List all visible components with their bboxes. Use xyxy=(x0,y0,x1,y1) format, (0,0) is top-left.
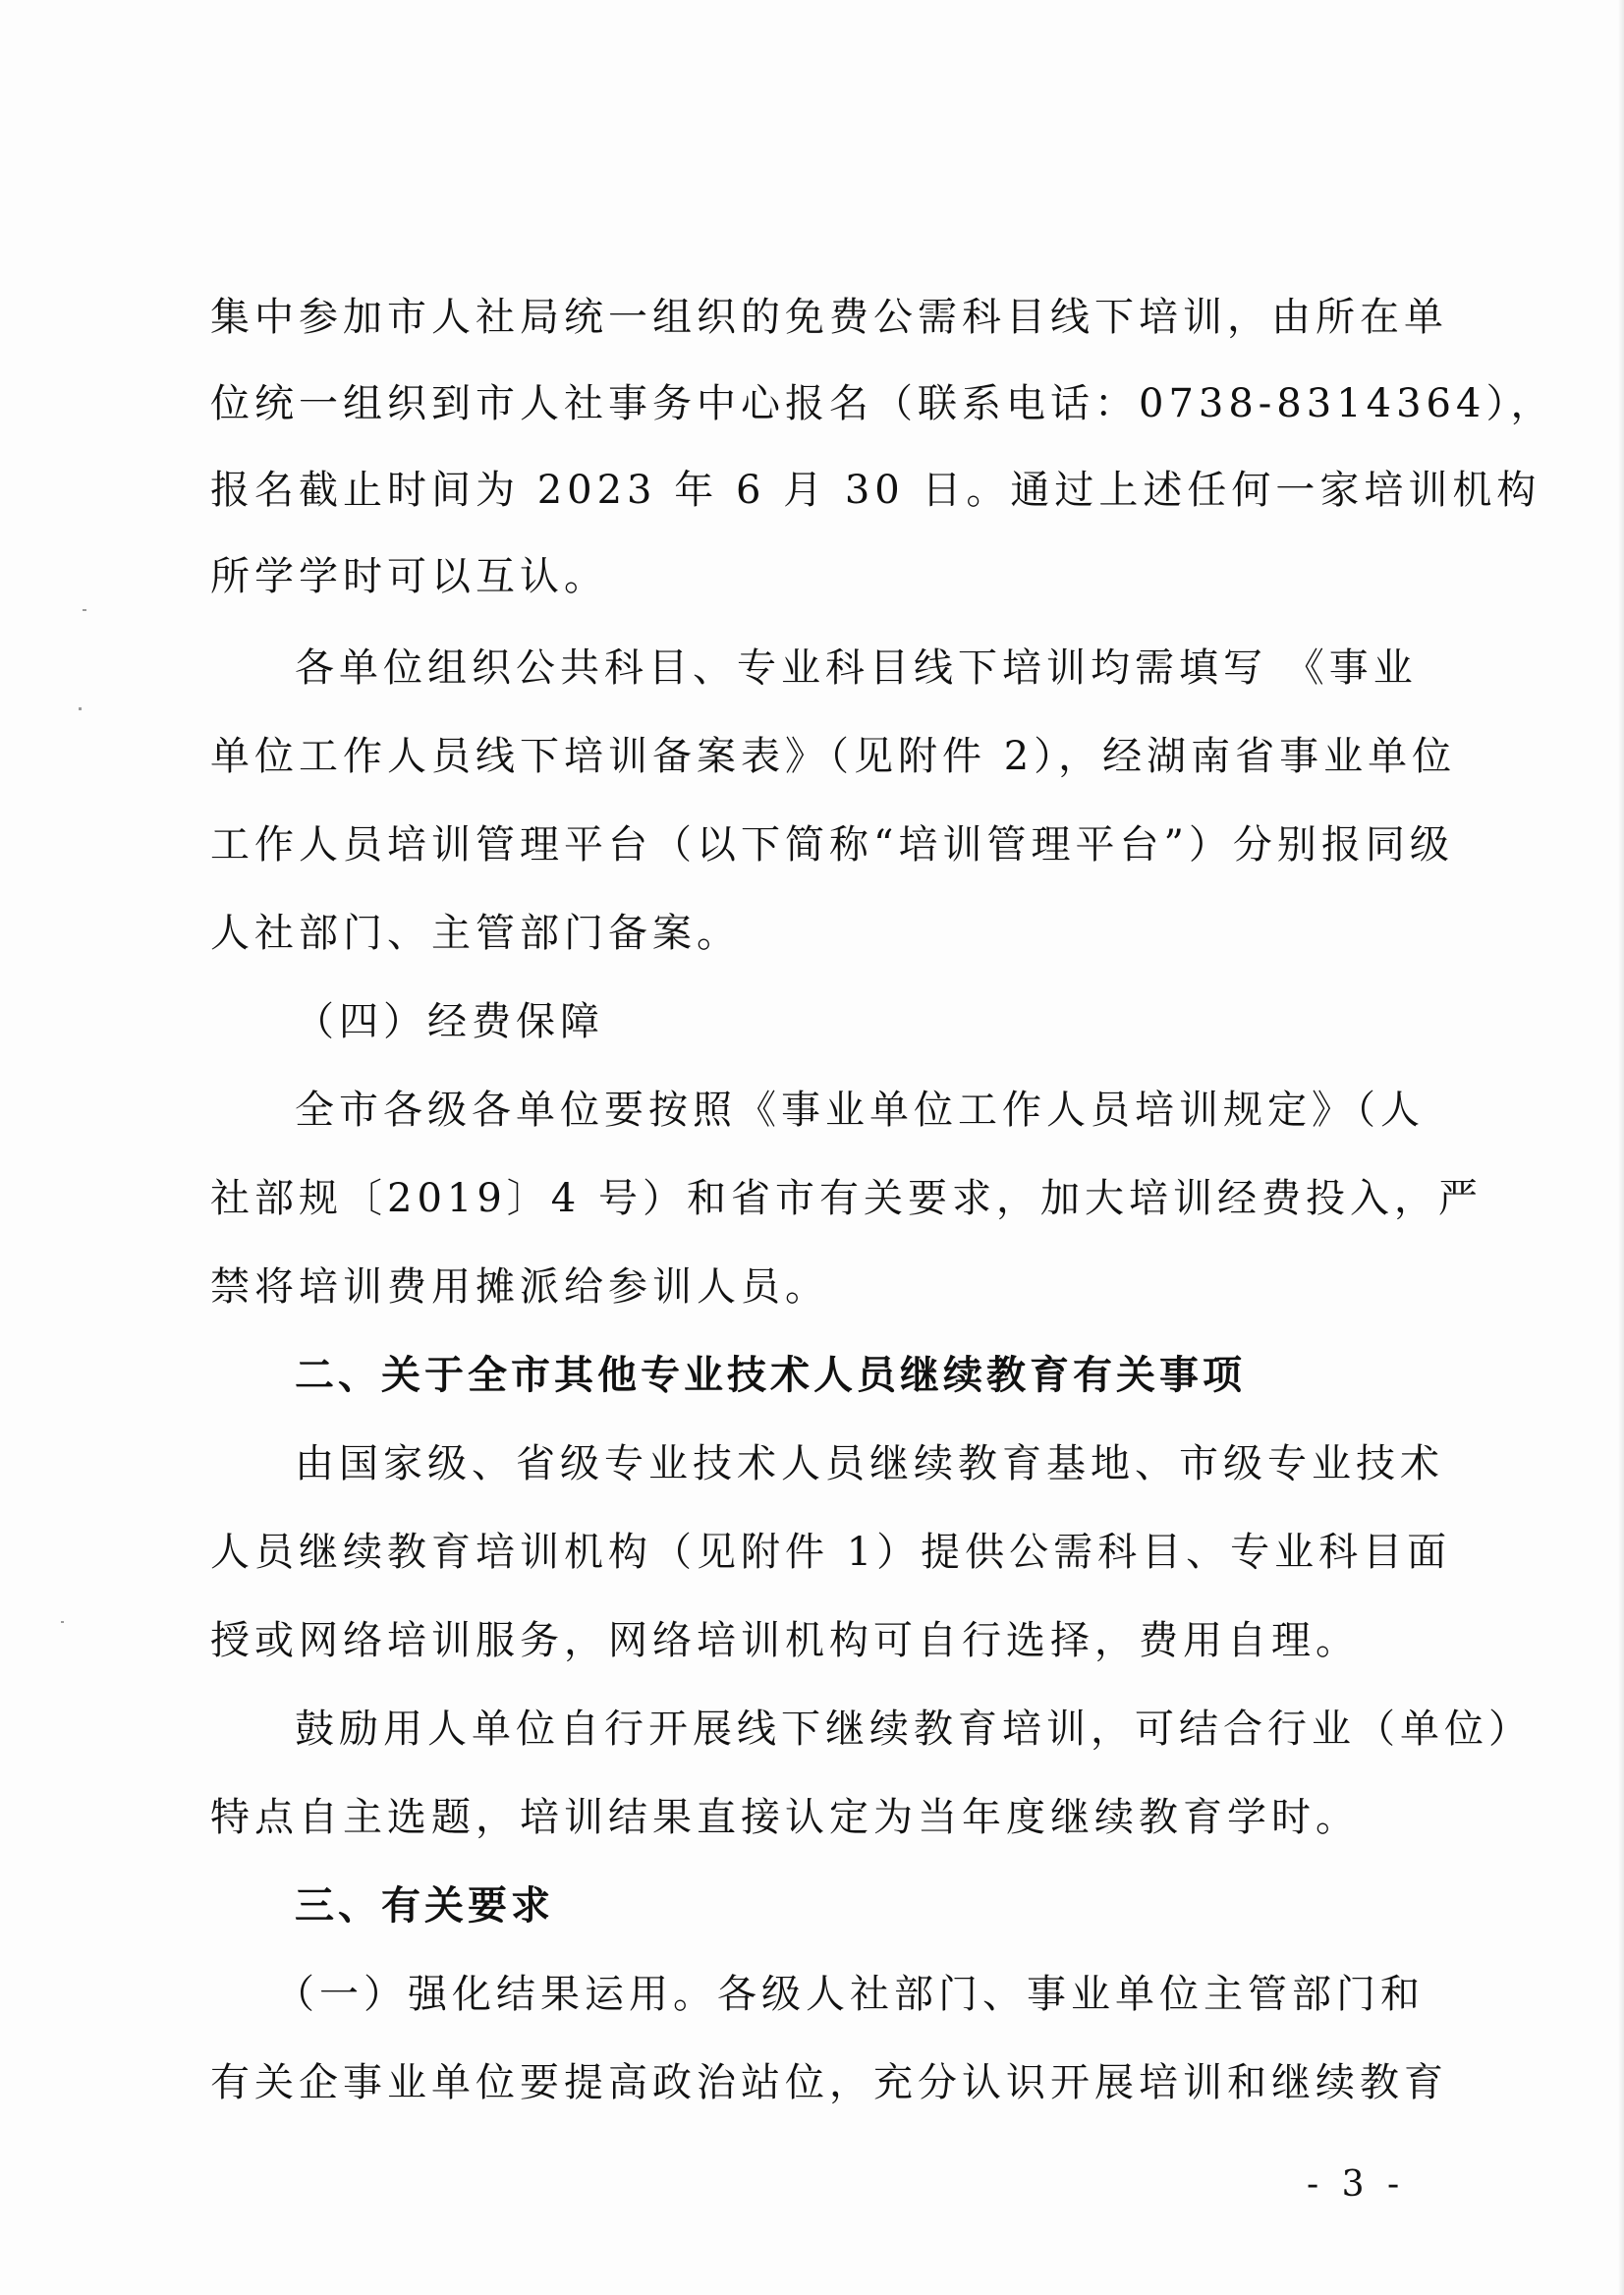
text-line: 各单位组织公共科目、专业科目线下培训均需填写 《事业 xyxy=(295,645,1418,691)
text-line: 人员继续教育培训机构（见附件 1）提供公需科目、专业科目面 xyxy=(210,1530,1452,1575)
text-line: 由国家级、省级专业技术人员继续教育基地、市级专业技术 xyxy=(295,1441,1444,1486)
text-line: 所学学时可以互认。 xyxy=(210,554,608,599)
text-line: 人社部门、主管部门备案。 xyxy=(210,911,741,956)
text-line: 授或网络培训服务，网络培训机构可自行选择，费用自理。 xyxy=(210,1618,1360,1663)
section-heading: 二、关于全市其他专业技术人员继续教育有关事项 xyxy=(295,1353,1246,1398)
section-subheading: （四）经费保障 xyxy=(295,999,604,1044)
text-line: 特点自主选题，培训结果直接认定为当年度继续教育学时。 xyxy=(210,1795,1360,1840)
section-heading: 三、有关要求 xyxy=(295,1883,554,1929)
text-line: 单位工作人员线下培训备案表》（见附件 2），经湖南省事业单位 xyxy=(210,734,1457,779)
text-line: 社部规〔2019〕4 号）和省市有关要求，加大培训经费投入，严 xyxy=(210,1176,1483,1221)
text-line: 工作人员培训管理平台（以下简称“培训管理平台”）分别报同级 xyxy=(210,822,1454,868)
text-line: 全市各级各单位要按照《事业单位工作人员培训规定》（人 xyxy=(295,1088,1425,1133)
text-line: 禁将培训费用摊派给参训人员。 xyxy=(210,1264,829,1310)
text-line: 报名截止时间为 2023 年 6 月 30 日。通过上述任何一家培训机构 xyxy=(210,468,1541,513)
text-line: （一）强化结果运用。各级人社部门、事业单位主管部门和 xyxy=(275,1972,1425,2017)
scan-speck xyxy=(61,1621,64,1623)
page-number: - 3 - xyxy=(1307,2164,1406,2205)
scan-speck xyxy=(83,609,86,611)
text-line: 集中参加市人社局统一组织的免费公需科目线下培训，由所在单 xyxy=(210,295,1448,340)
page-edge-shadow xyxy=(1618,0,1624,2295)
text-line: 位统一组织到市人社事务中心报名（联系电话：0738-8314364）， xyxy=(210,381,1555,426)
text-line: 鼓励用人单位自行开展线下继续教育培训，可结合行业（单位） xyxy=(295,1707,1533,1752)
scan-speck xyxy=(79,707,82,710)
text-line: 有关企事业单位要提高政治站位，充分认识开展培训和继续教育 xyxy=(210,2060,1448,2105)
